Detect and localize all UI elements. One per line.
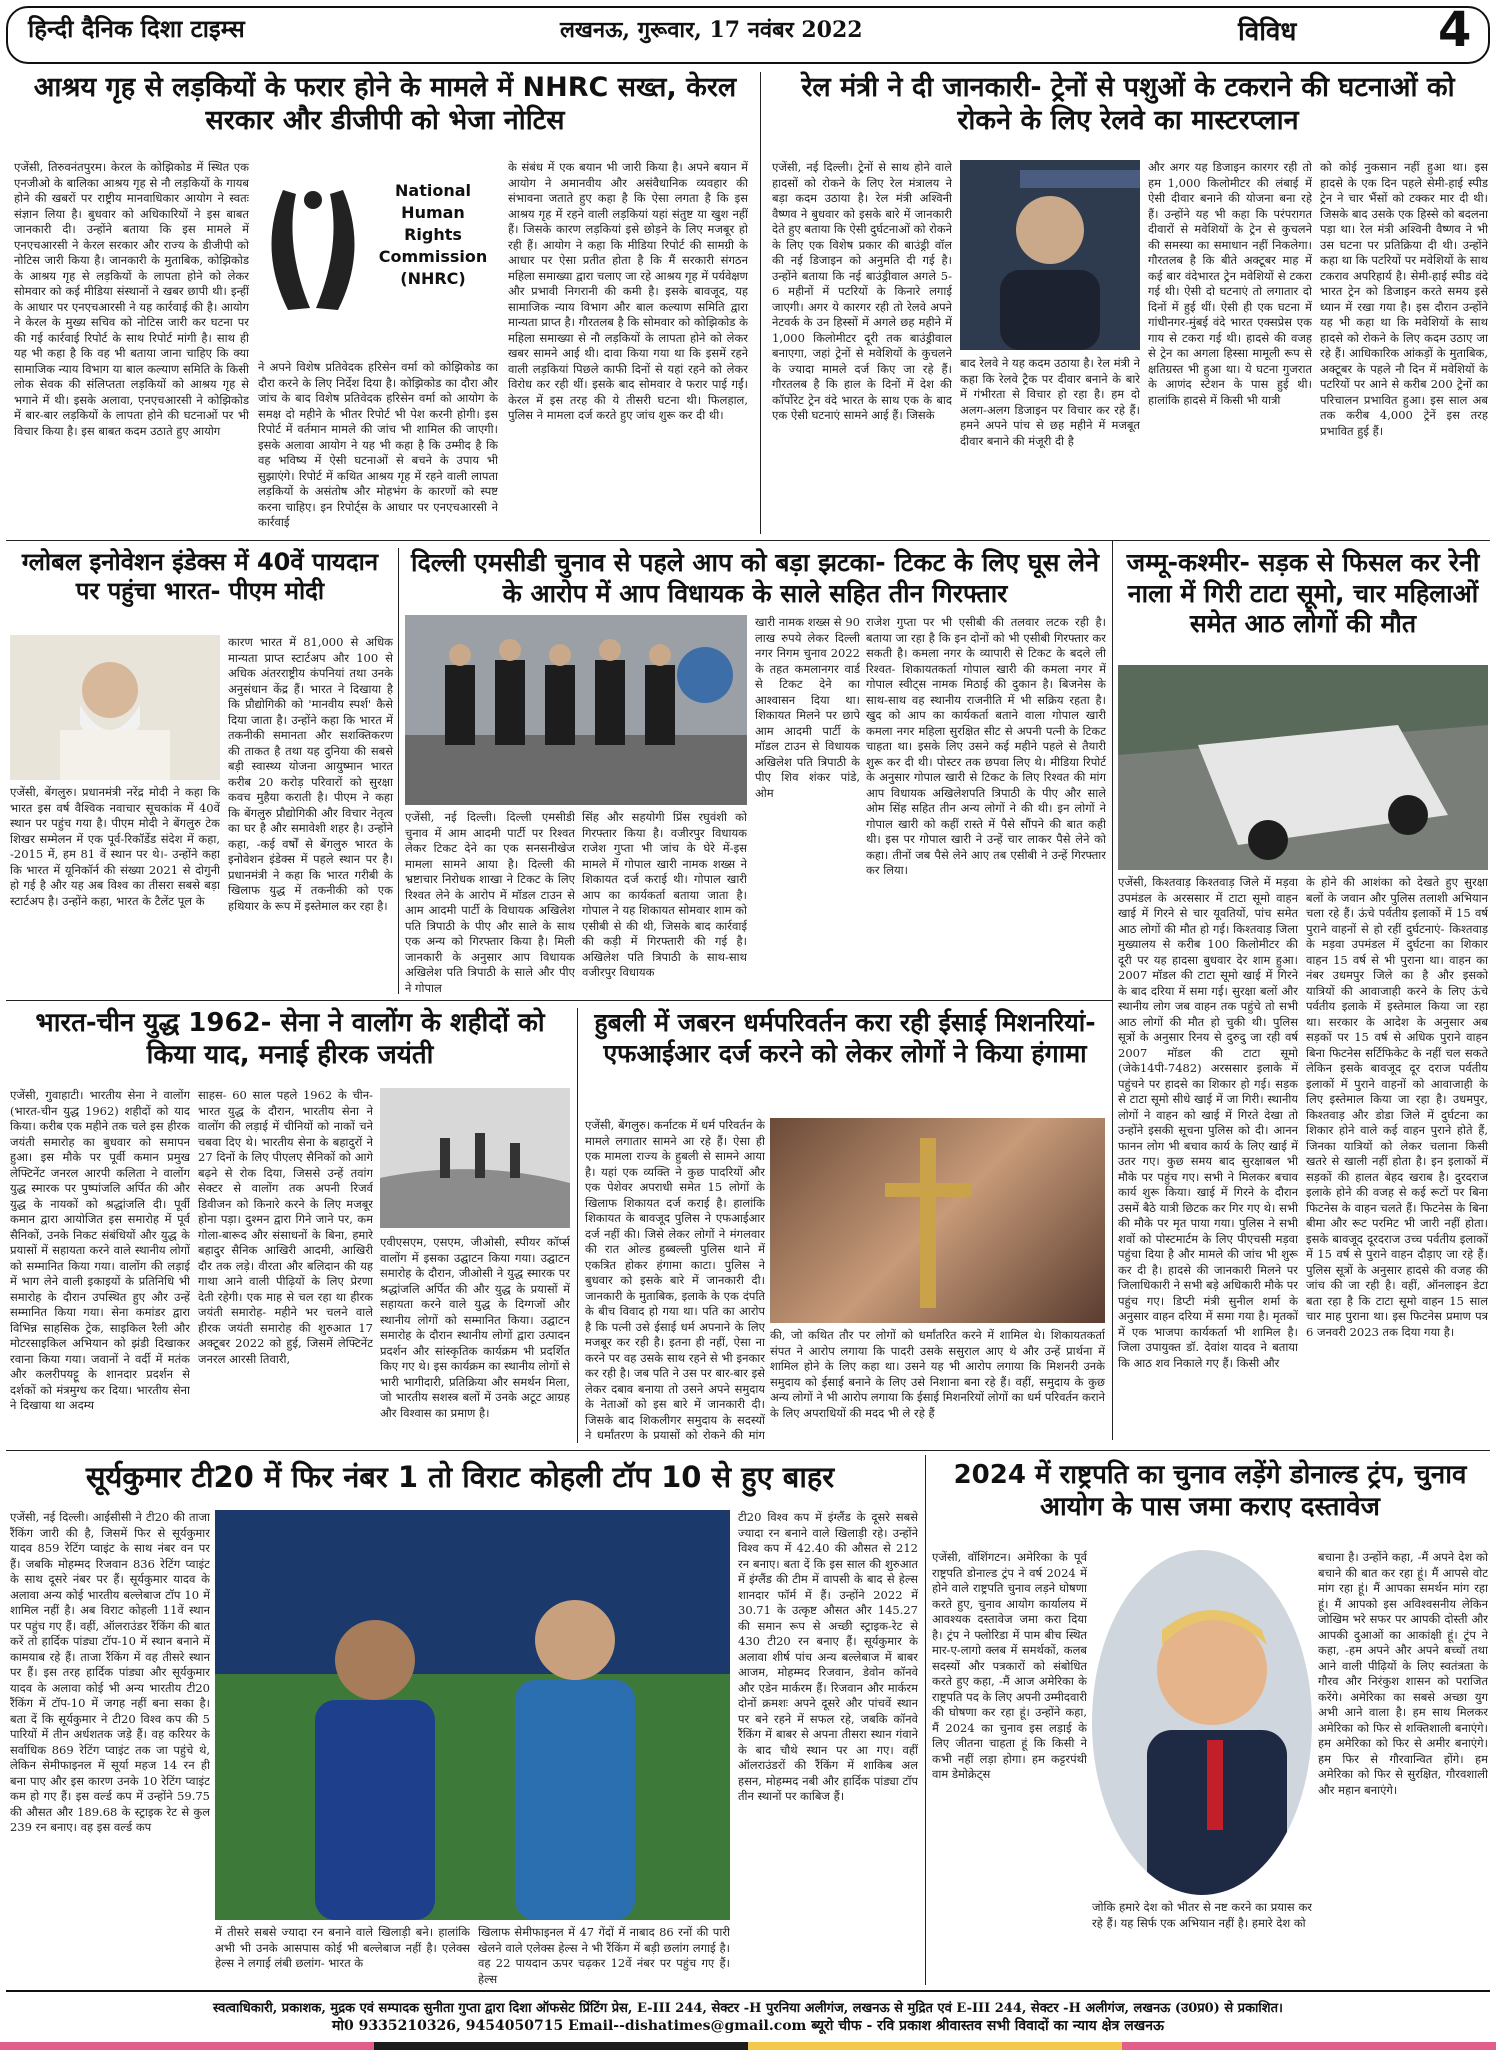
person-photo-icon xyxy=(960,160,1140,350)
article-jk-col1: एजेंसी, किश्तवाड़ किश्तवाड़ जिले में मड़वा उपमंडल के अरससार में टाटा सूमो वाहन खाई में गिरने से चार यूवतियों, पांच समेत आठ लोगों की मौत हो गई। किश्तवाड़ जिला मुख्यालय से करीब 100 किलोमीटर की दूरी पर यह हादसा बुधवार देर शाम हुआ। 2007 मॉडल की टाटा सूमो खाई में गिरने के बाद दरिया में समा गई। सुरक्षा बलों और स्थानीय लोग जब वाहन तक पहुंचे तो सभी आठ लोगों की मौत हो चुकी थी। पुलिस सूत्रों के अनुसार रिनय से दुरुदु जा रही वर्ष 2007 मॉडल की टाटा सूमो (जेके14पी-7482) अरससार इलाके में पहुंचने पर हादसे का शिकार हो गई। सड़क से टाटा सूमो सीधे खाई में जा गिरी। स्थानीय लोगों ने वाहन को खाई में गिरते देखा तो उन्होंने इसकी सूचना पुलिस को दी। आनन फानन लोग भी बचाव कार्य के लिए खाई में उतर गए। कुछ समय बाद सुरक्षाबल भी मौके पर पहुंच गए। सभी ने मिलकर बचाव कार्य शुरू किया। खाई में गिरने के दौरान उसमें बैठे यात्री छिटक कर गिर गए थे। सभी की मौके पर मृत पाया गया। पुलिस ने सभी शवों को पोस्टमार्टम के लिए पीएचसी मड़वा पहुंचा दिया है और मामले की जांच भी शुरू कर दी है। हादसे की जानकारी मिलने पर जिलाधिकारी ने सभी बड़े अधिकारी मौके पर पहुंच गए। डिप्टी मंत्री सुनील शर्मा के अनुसार वाहन दरिया में समा गया है। मृतकों में एक भाजपा कार्यकर्ता भी शामिल है। जिला उपायुक्त डॉ. देवांश यादव ने बताया कि आठ शव निकाले गए हैं। किसी और xyxy=(1118,875,1298,1370)
article-mcd-col1: एजेंसी, नई दिल्ली। दिल्ली एमसीडी चुनाव में आम आदमी पार्टी पर रिश्वत लेकर टिकट देने का एक सनसनीखेज मामला सामने आया है। दिल्ली की भ्रष्टाचार निरोधक शाखा ने टिकट के लिए रिश्वत लेने के आरोप में मॉडल टाउन से आम आदमी पार्टी के विधायक अखिलेश पति त्रिपाठी के पीए और साले के साथ एक अन्य को गिरफ्तार किया है। मिली जानकारी के अनुसार आप विधायक अखिलेश पति त्रिपाठी के साले और पीए ने गोपाल xyxy=(405,810,575,995)
article-nhrc-col2: ने अपने विशेष प्रतिवेदक हरिसेन वर्मा को कोझिकोड का दौरा करने के लिए निर्देश दिया है। कोझिकोड का दौरा और जांच के बाद विशेष प्रतिवेदक हरिसेन वर्मा को आयोग के समक्ष दो महीने के भीतर रिपोर्ट भी पेश करनी होगी। इस रिपोर्ट में वर्तमान मामले की जांच भी शामिल की जाएगी। इसके अलावा आयोग ने यह भी कहा है कि उम्मीद है कि वह भविष्य में ऐसी घटनाओं से बचने के उपाय भी सुझाएंगे। रिपोर्ट में कथित आश्रय गृह में रहने वाली लापता लड़कियों के असंतोष और मोहभंग के कारणों को स्पष्ट करना चाहिए। इन रिपोर्ट्स के आधार पर एनएचआरसी ने कार्रवाई xyxy=(258,360,498,529)
article-rail-col1: एजेंसी, नई दिल्ली। ट्रेनों से साथ होने वाले हादसों को रोकने के लिए रेल मंत्रालय ने बड़ा कदम उठाया है। रेल मंत्री अश्विनी वैष्णव ने बुधवार को इसके बारे में जानकारी देते हुए बताया कि ऐसी दुर्घटनाओं को रोकने के लिए एक विशेष प्रकार की बाउंड्री वॉल की नई डिजाइन को अनुमति दी गई है। उन्होंने बताया कि नई बाउंड्रीवाल अगले 5-6 महीनों में पटरियों के किनारे लगाई जाएगी। अगर ये कारगर रही तो रेलवे अपने नेटवर्क के उन हिस्सों में अगले छह महीने में 1,000 किलोमीटर दूरी तक बाउंड्रीवाल बनाएगा, जहां ट्रेनों से मवेशियों के कुचलने के ज्यादा मामले दर्ज किए जा रहे हैं। गौरतलब है कि हाल के दिनों में देश की कॉर्पोरेट ट्रेन वंदे भारत के साथ एक के बाद एक ऐसी घटनाएं सामने आई हैं। जिसके xyxy=(772,160,952,422)
article-rail-headline: रेल मंत्री ने दी जानकारी- ट्रेनों से पशुओं के टकराने की घटनाओं को रोकने के लिए रेलवे का मास्टरप्लान xyxy=(801,72,1455,136)
footer-contact: मो0 9335210326, 9454050715 Email--dishatimes@gmail.com ब्यूरो चीफ - रवि प्रकाश श्रीवास्तव सभी विवादों का न्याय क्षेत्र लखनऊ xyxy=(332,2018,1164,2034)
dateline: लखनऊ, गुरूवार, 17 नवंबर 2022 xyxy=(560,17,863,43)
section-name: विविध xyxy=(1238,17,1297,47)
players-photo-icon xyxy=(215,1510,730,1920)
article-jk-col2: के होने की आशंका को देखते हुए सुरक्षा बलों के जवान और पुलिस तलाशी अभियान चला रहे हैं। ऊंचे पर्वतीय इलाकों में 15 वर्ष पुराने वाहनों से हो रहीं दुर्घटनाएं- किश्तवाड़ के मड़वा उपमंडल में दुर्घटना का शिकार वाहन 15 वर्ष से भी पुराना था। वाहन का नंबर उधमपुर जिले का है और इसको यात्रियों की आवाजाही करने के लिए ऊंचे पर्वतीय इलाके में इस्तेमाल किया जा रहा था। सरकार के आदेश के अनुसार अब सड़कों पर 15 वर्ष से अधिक पुराने वाहन बिना फिटनेस सर्टिफिकेट के नहीं चल सकते लेकिन इसके बावजूद दूर दराज पर्वतीय इलाकों में पुराने वाहनों को आवाजाही के लिए इस्तेमाल किया जा रहा है। उधमपुर, किश्तवाड़ और डोडा जिले में दुर्घटना का शिकार होने वाले कई वाहन पुराने होते हैं, जिनका यात्रियों को लेकर चलाना किसी खतरे से खाली नहीं होता है। इन इलाकों में सड़कों की हालत बेहद खराब है। दुरदराज इलाके होने की वजह से कई रूटों पर बिना फिटनेस के वाहन चलते हैं। फिटनेस के बिना बीमा और रूट परमिट भी जारी नहीं होता। इसके बावजूद दूरदराज उच्च पर्वतीय इलाकों में 15 वर्ष से पुराने वाहन दौड़ाए जा रहे हैं। पुलिस सूत्रों के अनुसार हादसे की वजह की जांच की जा रही है। वहीं, ऑनलाइन डेटा बता रहा है कि टाटा सूमो वाहन 15 साल चार माह पुराना था। इस फिटनेस प्रमाण पत्र 6 जनवरी 2023 तक दिया गया है। xyxy=(1306,875,1488,1339)
article-trump-col2: जोकि हमारे देश को भीतर से नष्ट करने का प्रयास कर रहे हैं। यह सिर्फ एक अभियान नहीं है। हमारे देश को xyxy=(1092,1900,1312,1930)
article-nhrc-col1: एजेंसी, तिरुवनंतपुरम। केरल के कोझिकोड में स्थित एक एनजीओ के बालिका आश्रय गृह से नौ लड़कियों के गायब होने की खबरों पर राष्ट्रीय मानवाधिकार आयोग ने स्वतः संज्ञान लिया है। बुधवार को अधिकारियों ने इस बाबत जानकारी दी। उन्होंने बताया कि इस मामले में एनएचआरसी ने केरल सरकार और राज्य के डीजीपी को नोटिस जारी किया है। जानकारी के मुताबिक, कोझिकोड के आश्रय गृह से लड़कियों के लापता होने को लेकर सोमवार को कई मीडिया संस्थानों ने खबर छापी थी। इन्हीं के आधार पर एनएचआरसी ने यह कार्रवाई की है। आयोग ने केरल के मुख्य सचिव को नोटिस जारी कर घटना पर की गई कार्रवाई रिपोर्ट के साथ रिपोर्ट मांगी है। साथ ही यह भी कहा है कि वह भी बताया जाना चाहिए कि क्या सामाजिक न्याय विभाग या बाल कल्याण समिति के किसी लोक सेवक की संलिप्तता लड़कियों को आश्रय गृह से भगाने में थी। इसके अलावा, एनएचआरसी ने कोझिकोड में बार-बार लड़कियों के लापता होने की घटनाओं पर भी विचार किया है। इस बाबत कदम उठाते हुए आयोग xyxy=(14,160,249,438)
divider xyxy=(925,1455,926,1985)
divider xyxy=(6,1450,1490,1451)
cross-photo xyxy=(770,1118,1105,1323)
war-photo xyxy=(380,1088,570,1228)
paper-name: हिन्दी दैनिक दिशा टाइम्स xyxy=(28,14,245,43)
nhrc-hands-icon xyxy=(258,160,368,330)
article-modi-col2: कारण भारत में 81,000 से अधिक मान्यता प्राप्त स्टार्टअप और 100 से अधिक अंतरराष्ट्रीय कंपनियां तथा उनके अनुसंधान केंद्र हैं। भारत ने दिखाया है कि प्रौद्योगिकी को 'मानवीय स्पर्श' कैसे दिया जाता है। उन्होंने कहा कि भारत में तकनीकी समानता और सशक्तिकरण की ताकत है तथा यह दुनिया की सबसे बड़ी स्वास्थ्य योजना आयुष्मान भारत करीब 20 करोड़ परिवारों को सुरक्षा कवच मुहैया कराती है। पीएम ने कहा कि बेंगलुरु प्रौद्योगिकी और विचार नेतृत्व का घर है और समावेशी शहर है। उन्होंने कहा, -कई वर्षों से बेंगलुरु भारत के इनोवेशन इंडेक्स में पहले स्थान पर है। प्रधानमंत्री ने कहा कि भारत गरीबी के खिलाफ युद्ध में तकनीकी को एक हथियार के रूप में इस्तेमाल कर रहा है। xyxy=(228,635,393,913)
article-cricket-headline: सूर्यकुमार टी20 में फिर नंबर 1 तो विराट कोहली टॉप 10 से हुए बाहर xyxy=(85,1460,835,1494)
article-rail-col4: को कोई नुकसान नहीं हुआ था। इस हादसे के एक दिन पहले सेमी-हाई स्पीड ट्रेन ने चार भैंसों को टक्कर मार दी थी। जिसके बाद उसके एक हिस्से को बदलना पड़ा था। रेल मंत्री अश्विनी वैष्णव ने भी उस घटना पर प्रतिक्रिया दी थी। उन्होंने कहा था कि पटरियों पर मवेशियों के साथ टकराव अपरिहार्य है। सेमी-हाई स्पीड वंदे भारत ट्रेन को डिजाइन करते समय इसे ध्यान में रखा गया है। इस दौरान उन्होंने यह भी कहा था कि मवेशियों के साथ हादसे को रोकने के लिए कदम उठाए जा रहे हैं। आधिकारिक आंकड़ों के मुताबिक, अक्टूबर के पहले नौ दिन में मवेशियों के पटरियों पर आने से करीब 200 ट्रेनों का परिचालन प्रभावित हुआ। इस साल अब तक करीब 4,000 ट्रेनें इस तरह प्रभावित हुई हैं। xyxy=(1320,160,1488,438)
article-nhrc-headline: आश्रय गृह से लड़कियों के फरार होने के मामले में NHRC सख्त, केरल सरकार और डीजीपी को भेजा नोटिस xyxy=(33,72,737,136)
cross-icon xyxy=(770,1118,1105,1323)
article-mcd-col2: सिंह और सहयोगी प्रिंस रघुवंशी को गिरफ्तार किया है। वजीरपुर विधायक राजेश गुप्ता भी जांच के घेरे में-इस मामले में गोपाल खारी नामक शख्स ने शिकायत दर्ज कराई थी। गोपाल खारी आप का कार्यकर्ता बताया जाता है। गोपाल ने यह शिकायत सोमवार शाम को एसीबी से की थी, जिसके बाद कार्रवाई की कड़ी में गिरफ्तारी की गई है। अखिलेश पति त्रिपाठी के साथ-साथ वजीरपुर विधायक xyxy=(582,810,747,979)
group-photo-icon xyxy=(405,615,747,805)
article-walong-headline: भारत-चीन युद्ध 1962- सेना ने वालोंग के शहीदों को किया याद, मनाई हीरक जयंती xyxy=(35,1008,545,1070)
nhrc-logo-text: National Human Rights Commission (NHRC) xyxy=(378,181,488,288)
footer-stripe xyxy=(0,2042,1496,2050)
nhrc-logo xyxy=(258,160,498,355)
article-walong-col3: एवीएसएम, एसएम, जीओसी, स्पीयर कॉर्प्स वालोंग में इसका उद्घाटन किया गया। उद्घाटन समारोह के दौरान, जीओसी ने युद्ध स्मारक पर श्रद्धांजलि अर्पित की और युद्ध के प्रयासों में सहायता करने वाले युद्ध के दिग्गजों और स्थानीय लोगों को सम्मानित किया। उद्घाटन समारोह के दौरान स्थानीय लोगों द्वारा उत्पादन प्रदर्शन और सांस्कृतिक कार्यक्रम भी प्रदर्शित किए गए थे। इस कार्यक्रम का स्थानीय लोगों से भारी भागीदारी, प्रतिक्रिया और समर्थन मिला, जो भारतीय सशस्त्र बलों में उनके अटूट आग्रह और विश्वास का प्रमाण है। xyxy=(380,1235,570,1420)
article-cricket-col4: टी20 विश्व कप में इंग्लैंड के दूसरे सबसे ज्यादा रन बनाने वाले खिलाड़ी रहे। उन्होंने विश्व कप में 42.40 की औसत से 212 रन बनाए। बता दें कि इस साल की शुरुआत में इंग्लैंड की टीम में वापसी के बाद से हेल्स शानदार फॉर्म में हैं। उन्होंने 2022 में 30.71 के उत्कृष्ट औसत और 145.27 की समान रूप से अच्छी स्ट्राइक-रेट से 430 टी20 रन बनाए हैं। सूर्यकुमार के अलावा शीर्ष पांच अन्य बल्लेबाज में बाबर आजम, मोहम्मद रिजवान, डेवोन कॉनवे और एडेन मार्करम हैं। रिजवान और मार्करम दोनों क्रमशः अपने दूसरे और पांचवें स्थान पर बने रहने में सफल रहे, जबकि कॉनवे रैंकिंग में बाबर से अपना तीसरा स्थान गंवाने के बाद चौथे स्थान पर आ गए। वहीं ऑलराउंडरों की रैंकिंग में शाकिब अल हसन, मोहम्मद नबी और हार्दिक पांड्या टॉप तीन स्थानों पर काबिज हैं। xyxy=(738,1510,918,1803)
divider xyxy=(1112,540,1113,1440)
footer-imprint: स्वत्वाधिकारी, प्रकाशक, मुद्रक एवं सम्पादक सुनीता गुप्ता द्वारा दिशा ऑफसेट प्रिंटिंग प्रेस, E-III 244, सेक्टर -H पुरनिया अलीगंज, लखनऊ से मुद्रित एवं E-III 244, सेक्टर -H अलीगंज, लखनऊ (उ0प्र0) से प्रकाशित। xyxy=(6,1990,1490,2018)
article-modi-headline: ग्लोबल इनोवेशन इंडेक्स में 40वें पायदान पर पहुंचा भारत- पीएम मोदी xyxy=(21,548,379,606)
article-cricket-col2: में तीसरे सबसे ज्यादा रन बनाने वाले खिलाड़ी बने। हालांकि अभी भी उनके आसपास कोई भी बल्लेबाज नहीं है। एलेक्स हेल्स ने लगाई लंबी छलांग- भारत के xyxy=(215,1925,470,1970)
person-photo-icon xyxy=(1092,1550,1312,1895)
article-mcd-headline: दिल्ली एमसीडी चुनाव से पहले आप को बड़ा झटका- टिकट के लिए घूस लेने के आरोप में आप विधायक के साले सहित तीन गिरफ्तार xyxy=(411,548,1099,608)
divider xyxy=(760,72,761,534)
divider xyxy=(6,1000,1112,1001)
article-mcd-col4: राजेश गुप्ता पर भी एसीबी की तलवार लटक रही है। बताया जा रहा है कि इन दोनों को भी एसीबी गिरफ्तार कर सकती है। कमला नगर के व्यापारी से टिकट के बदले ली रिश्वत- शिकायतकर्ता गोपाल खारी की कमला नगर में गोपाल स्वीट्स नामक मिठाई की दुकान है। बिजनेस के साथ-साथ वह स्थानीय राजनीति में भी सक्रिय रहता है। खुद को आप का कार्यकर्ता बताने वाला गोपाल खारी कमला नगर महिला सुरक्षित सीट से अपनी पत्नी के टिकट चाहता था। इसके लिए उसने कई महीने पहले से तैयारी शुरू कर दी थी। पोस्टर तक छपवा लिए थे। मीडिया रिपोर्ट के अनुसार गोपाल खारी से टिकट के लिए रिश्वत की मांग आप विधायक अखिलेशपति त्रिपाठी के पीए और साले ओम सिंह सहित तीन अन्य लोगों ने की थी। इन लोगों ने गोपाल खारी को कहीं रास्ते में पैसे सौंपने की बात कही थी। इस पर गोपाल खारी ने उन्हें चार लाकर पैसे लेने को कहा। तीनों जब पैसे लेने आए तब एसीबी ने उन्हें गिरफ्तार कर लिया। xyxy=(866,615,1106,877)
modi-photo xyxy=(10,635,220,780)
wrecked-vehicle-icon xyxy=(1118,665,1488,870)
accident-photo xyxy=(1118,665,1488,870)
article-hubli-headline: हुबली में जबरन धर्मपरिवर्तन करा रही ईसाई मिशनरियां- एफआईआर दर्ज करने को लेकर लोगों ने किया हंगामा xyxy=(594,1008,1096,1068)
article-cricket-col3: खिलाफ सेमीफाइनल में 47 गेंदों में नाबाद 86 रनों की पारी खेलने वाले एलेक्स हेल्स ने भी रैंकिंग में बड़ी छलांग लगाई है। वह 22 पायदान ऊपर चढ़कर 12वें नंबर पर पहुंच गए हैं। हेल्स xyxy=(478,1925,730,1985)
soldiers-photo-icon xyxy=(380,1088,570,1228)
divider xyxy=(398,548,399,994)
article-nhrc-col3: के संबंध में एक बयान भी जारी किया है। अपने बयान में आयोग ने अमानवीय और असंवैधानिक व्यवहार की संभावना जताते हुए कहा है कि ऐसा लगता है कि इस आश्रय गृह में रहने वाली लड़कियां यहां संतुष्ट या खुश नहीं हैं। जिसके कारण लड़कियां इसे छोड़ने के लिए मजबूर हो रही हैं। आयोग ने कहा कि मीडिया रिपोर्ट की सामग्री के आधार पर ऐसा प्रतीत होता है कि मैं सरकारी संगठन महिला समाख्या द्वारा चलाए जा रहे आश्रय गृह में पर्यवेक्षण और प्रभावी निगरानी की कमी है। इसके बावजूद, यह सामाजिक न्याय विभाग और बाल कल्याण समिति द्वारा मान्यता प्राप्त है। गौरतलब है कि सोमवार को कोझिकोड के महिला समाख्या से नौ लड़कियों के लापता होने को लेकर खबर सामने आई थी। दावा किया गया था कि इसमें रहने वाली लड़कियां पिछले काफी दिनों से यहां रहने को लेकर विरोध कर रही थीं। इसके बाद सोमवार वे फरार पाई गईं। केरल में इस तरह की ये तीसरी घटना थी। फिलहाल, पुलिस ने मामला दर्ज करते हुए जांच शुरू कर दी थी। xyxy=(508,160,748,422)
article-hubli-col2: की, जो कथित तौर पर लोगों को धर्मांतरित करने में शामिल थे। शिकायतकर्ता संपत ने आरोप लगाया कि पादरी उसके ससुराल आए थे और उन्हें प्रार्थना में शामिल होने के लिए कहा था। उसने यह भी आरोप लगाया कि मिशनरी उनके समुदाय को ईसाई बनाने के लिए उसे निशाना बना रहे हैं। वहीं, समुदाय के कुछ अन्य लोगों ने भी आरोप लगाया कि ईसाई मिशनरियों लोगों का धर्म परिवर्तन कराने के लिए अपराधियों की मदद भी ले रहे हैं xyxy=(770,1328,1105,1420)
person-photo-icon xyxy=(10,635,220,780)
article-mcd-col3: खारी नामक शख्स से 90 लाख रुपये लेकर दिल्ली नगर निगम चुनाव 2022 के तहत कमलानगर वार्ड से टिकट देने का आश्वासन दिया था। शिकायत मिलने पर छापे आम आदमी पार्टी के मॉडल टाउन से विधायक अखिलेश पति त्रिपाठी के पीए शिव शंकर पांडे, ओम xyxy=(755,615,860,800)
article-rail-col2: बाद रेलवे ने यह कदम उठाया है। रेल मंत्री ने कहा कि रेलवे ट्रैक पर दीवार बनाने के बारे में गंभीरता से विचार हो रहा है। हम दो अलग-अलग डिजाइन पर विचार कर रहे हैं। हमने अपने पांच से छह महीने में मजबूत दीवार बनाने की मंजूरी दी है xyxy=(960,356,1140,448)
rail-minister-photo xyxy=(960,160,1140,350)
trump-photo xyxy=(1092,1550,1312,1895)
article-walong-col1: एजेंसी, गुवाहाटी। भारतीय सेना ने वालोंग (भारत-चीन युद्ध 1962) शहीदों को याद किया। करीब एक महीने तक चले इस हीरक जयंती समारोह का बुधवार को समापन हुआ। इस मौके पर पूर्वी कमान प्रमुख लेफ्टिनेंट जनरल आरपी कलिता ने वालोंग युद्ध स्मारक पर पुष्पांजलि अर्पित की और युद्ध के नायकों को श्रद्धांजलि दी। पूर्वी कमान द्वारा आयोजित इस समारोह में पूर्व सैनिकों, उनके निकट संबंधियों और युद्ध के प्रयासों में सहायता करने वाले स्थानीय लोगों को सम्मानित किया गया। वालोंग की लड़ाई में भाग लेने वाली इकाइयों के प्रतिनिधि भी समारोह के दौरान उपस्थित हुए और उन्हें सम्मानित किया गया। सेना कमांडर द्वारा विभिन्न साहसिक ट्रेक, साइकिल रैली और मोटरसाइकिल अभियान को झंडी दिखाकर रवाना किया गया। जवानों ने वर्दी में मतंक और कलरीपयट्टू के शानदार प्रदर्शन से दर्शकों को मंत्रमुग्ध कर दिया। भारतीय सेना ने दिखाया था अदम्य xyxy=(10,1088,190,1412)
mcd-arrest-photo xyxy=(405,615,747,805)
article-walong-col2: साहस- 60 साल पहले 1962 के चीन-भारत युद्ध के दौरान, भारतीय सेना ने वालोंग की लड़ाई में चीनियों को नाकों चने चबवा दिए थे। भारतीय सेना के बहादुरों ने 27 दिनों के लिए पीएलए सैनिकों को आगे बढ़ने से रोक दिया, जिससे उन्हें तवांग सेक्टर से वालोंग तक अपनी रिजर्व डिवीजन को किनारे करने के लिए मजबूर होना पड़ा। दुश्मन द्वारा गिने जाने पर, कम गोला-बारूद और संसाधनों के बिना, हमारे बहादुर सैनिक आखिरी आदमी, आखिरी दौर तक लड़े। वीरता और बलिदान की यह गाथा आने वाली पीढ़ियों के लिए प्रेरणा देती रहेगी। एक माह से चल रहा था हीरक जयंती समारोह- महीने भर चलने वाले हीरक जयंती समारोह की शुरुआत 17 अक्टूबर 2022 को हुई, जिसमें लेफ्टिनेंट जनरल आरसी तिवारी, xyxy=(198,1088,373,1366)
article-trump-col3: बचाना है। उन्होंने कहा, -मैं अपने देश को बचाने की बात कर रहा हूं। मैं आपसे वोट मांग रहा हूं। मैं आपका समर्थन मांग रहा हूं। मैं आपको इस अविश्वसनीय लेकिन जोखिम भरे सफर पर आपकी दोस्ती और आपकी दुआओं का आकांक्षी हूं। ट्रंप ने कहा, -हम अपने और अपने बच्चों तथा आने वाली पीढ़ियों के लिए स्वतंत्रता के गौरव और निरंकुश शासन को पराजित करेंगे। अमेरिका का सबसे अच्छा युग अभी आने वाला है। हम साथ मिलकर अमेरिका को फिर से शक्तिशाली बनाएंगे। हम अमेरिका को फिर से अमीर बनाएंगे। हम फिर से गौरवान्वित होंगे। हम अमेरिका को फिर से सुरक्षित, गौरवशाली और महान बनाएंगे। xyxy=(1318,1550,1488,1797)
article-trump-col1: एजेंसी, वॉशिंगटन। अमेरिका के पूर्व राष्ट्रपति डोनाल्ड ट्रंप ने वर्ष 2024 में होने वाले राष्ट्रपति चुनाव लड़ने घोषणा करते हुए, चुनाव आयोग कार्यालय में आवश्यक दस्तावेज जमा करा दिया है। ट्रंप ने फ्लोरिडा में पाम बीच स्थित मार-ए-लागो क्लब में समर्थकों, कलब सदस्यों और पत्रकारों को संबोधित करते हुए कहा, -मैं आज अमेरिका के राष्ट्रपति पद के लिए अपनी उम्मीदवारी की घोषणा कर रहा हूं। उन्होंने कहा, मैं 2024 का चुनाव इस लड़ाई के लिए जीतना चाहता हूं कि किसी ने कभी नहीं लड़ा होगा। हम कट्टरपंथी वाम डेमोक्रेट्स xyxy=(932,1550,1087,1781)
divider xyxy=(6,540,1490,541)
cricketers-photo xyxy=(215,1510,730,1920)
article-trump-headline: 2024 में राष्ट्रपति का चुनाव लड़ेंगे डोनाल्ड ट्रंप, चुनाव आयोग के पास जमा कराए दस्तावेज xyxy=(953,1460,1467,1522)
article-hubli-col1: एजेंसी, बेंगलुरु। कर्नाटक में धर्म परिवर्तन के मामले लगातार सामने आ रहे हैं। ऐसा ही एक मामला राज्य के हुबली से सामने आया है। यहां एक व्यक्ति ने कुछ पादरियों और एक पेशेवर अपराधी समेत 15 लोगों के खिलाफ शिकायत दर्ज कराई है। हालांकि शिकायत के बावजूद पुलिस ने एफआईआर दर्ज नहीं की। जिसे लेकर लोगों ने मंगलवार की रात ओल्ड हुब्बल्ली पुलिस थाने में एकत्रित होकर हंगामा काटा। पुलिस ने बुधवार को इसके बारे में जानकारी दी। जानकारी के मुताबिक, इलाके के एक दंपति के बीच विवाद हो गया था। पति का आरोप है कि पत्नी उसे ईसाई धर्म अपनाने के लिए मजबूर कर रही है। इतना ही नहीं, ऐसा ना करने पर वह उसके साथ रहने से भी इनकार कर रही है। जब पति ने उस पर बार-बार इसे लेकर दबाव बनाया तो उसने अपने समुदाय के नेताओं को इस बारे में जानकारी दी। जिसके बाद शिकलीगर समुदाय के सदस्यों ने धर्मांतरण के प्रयासों को रोकने की मांग xyxy=(585,1118,765,1442)
page-number: 4 xyxy=(1438,2,1472,58)
article-cricket-col1: एजेंसी, नई दिल्ली। आईसीसी ने टी20 की ताजा रैंकिंग जारी की है, जिसमें फिर से सूर्यकुमार यादव 859 रेटिंग प्वाइंट के साथ नंबर वन पर हैं। जबकि मोहम्मद रिजवान 836 रेटिंग प्वाइंट के साथ दूसरे नंबर पर हैं। सूर्यकुमार यादव के अलावा अन्य कोई भारतीय बल्लेबाज टॉप 10 में शामिल नहीं है। अब विराट कोहली 11वें स्थान पर पहुंच गए हैं। वहीं, ऑलराउंडर रैंकिंग की बात करें तो हार्दिक पांड्या टॉप-10 में स्थान बनाने में कामयाब रहे हैं। ताजा रैंकिंग में वह तीसरे स्थान पर हैं। इस तरह हार्दिक पांड्या और सूर्यकुमार यादव के अलावा कोई भी अन्य भारतीय टी20 रैंकिंग में टॉप-10 में जगह नहीं बना सका है। बता दें कि सूर्यकुमार ने टी20 विश्व कप की 5 पारियों में तीन अर्धशतक जड़े हैं। वह करियर के सर्वाधिक 869 रेटिंग प्वाइंट तक जा पहुंचे थे, लेकिन सेमीफाइनल में सूर्या महज 14 रन ही बना पाए और इस कारण उनके 10 रेटिंग प्वाइंट कम हो गए हैं। इस वर्ल्ड कप में उन्होंने 59.75 की औसत और 189.68 के स्ट्राइक रेट से कुल 239 रन बनाए। वह इस वर्ल्ड कप xyxy=(10,1510,210,1834)
divider xyxy=(577,1008,578,1443)
article-rail-col3: और अगर यह डिजाइन कारगर रही तो हम 1,000 किलोमीटर की लंबाई में ऐसी दीवार बनाने की योजना बना रहे हैं। उन्होंने यह भी कहा कि परंपरागत दीवारों से मवेशियों के ट्रेन से कुचलने की समस्या का समाधान नहीं निकलेगा। गौरतलब है कि बीते अक्टूबर माह में कई बार वंदेभारत ट्रेन मवेशियों से टकरा गई थी। ऐसी दो घटनाएं तो लगातार दो दिनों में हुई थीं। ऐसी ही एक घटना में गांधीनगर-मुंबई वंदे भारत एक्सप्रेस एक गाय से टकरा गई थी। हादसे की वजह से ट्रेन का अगला हिस्सा मामूली रूप से क्षतिग्रस्त भी हुआ था। ये घटना गुजरात के आणंद स्टेशन के पास हुई थी। हालांकि हादसे में किसी भी यात्री xyxy=(1148,160,1312,407)
article-modi-col1: एजेंसी, बेंगलुरु। प्रधानमंत्री नरेंद्र मोदी ने कहा कि भारत इस वर्ष वैश्विक नवाचार सूचकांक में 40वें स्थान पर पहुंच गया है। पीएम मोदी ने बेंगलुरु टेक शिखर सम्मेलन में एक पूर्व-रिकॉर्डेड संदेश में कहा, -2015 में, हम 81 वें स्थान पर थे।- उन्होंने कहा कि भारत में यूनिकॉर्न की संख्या 2021 से दोगुनी हो गई है और यह अब विश्व का तीसरा सबसे बड़ा स्टार्टअप है। उन्होंने कहा, भारत के टैलेंट पूल के xyxy=(10,785,220,908)
article-jk-headline: जम्मू-कश्मीर- सड़क से फिसल कर रेनी नाला में गिरी टाटा सूमो, चार महिलाओं समेत आठ लोगों की मौत xyxy=(1126,548,1480,638)
